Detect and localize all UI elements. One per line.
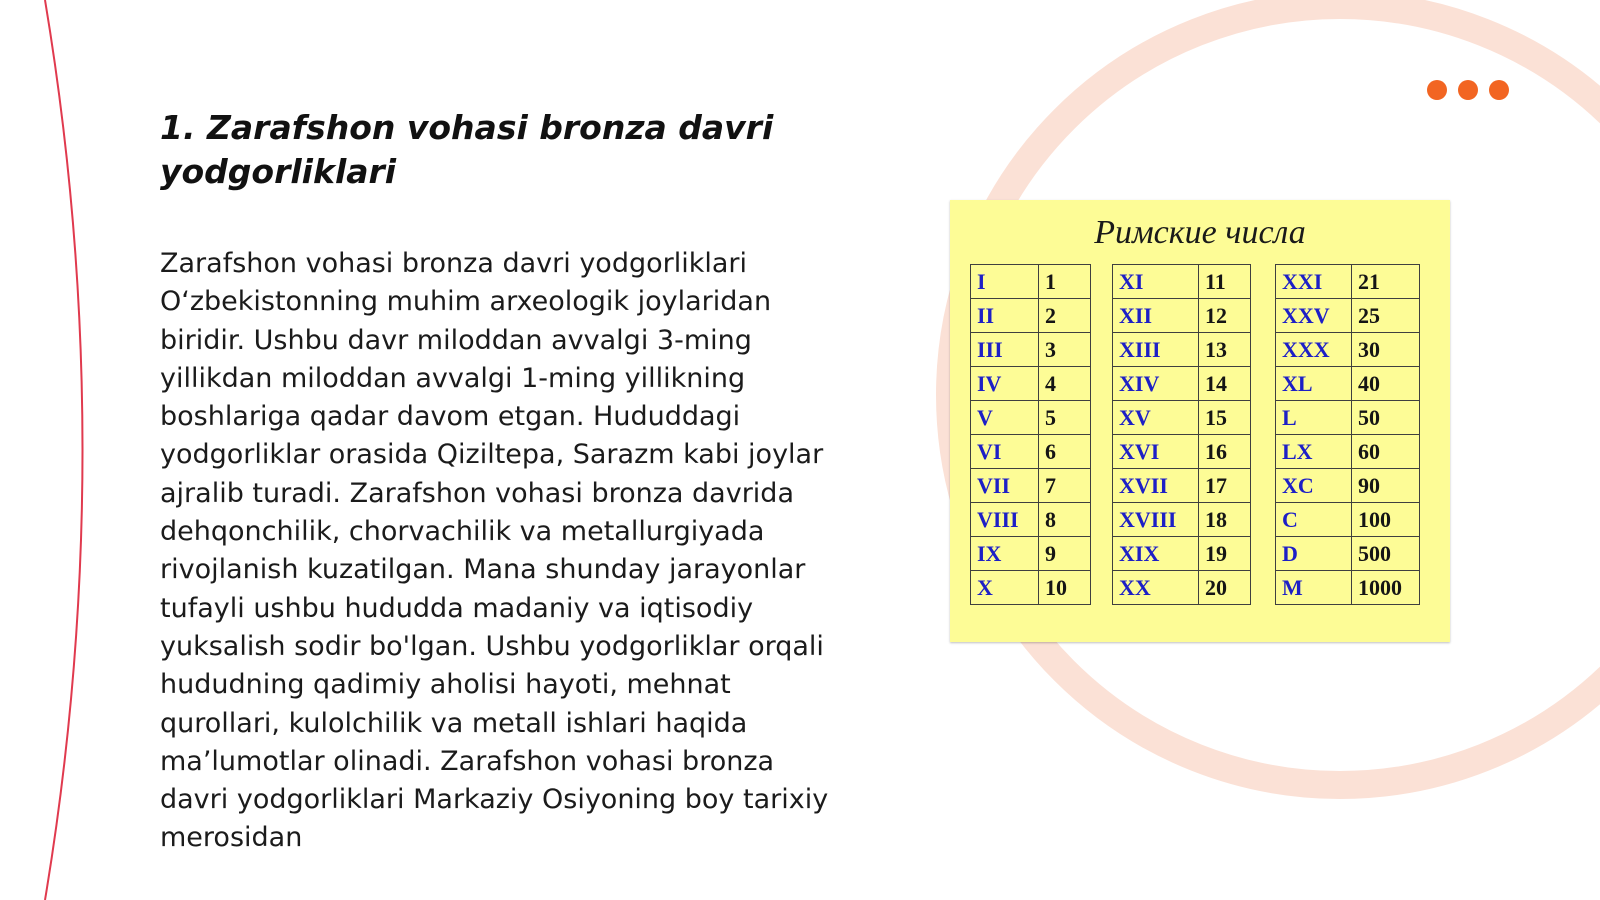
arabic-cell: 18	[1199, 503, 1251, 537]
table-row	[1276, 503, 1420, 537]
numeral-table-3	[1275, 264, 1420, 605]
arabic-cell: 1	[1039, 265, 1091, 299]
table-row	[971, 571, 1091, 605]
roman-cell: V	[971, 401, 1039, 435]
roman-cell: M	[1276, 571, 1352, 605]
table-row	[971, 333, 1091, 367]
arabic-cell: 7	[1039, 469, 1091, 503]
roman-cell: XC	[1276, 469, 1352, 503]
left-border-curve	[45, 0, 83, 900]
arabic-cell: 25	[1352, 299, 1420, 333]
roman-cell: VII	[971, 469, 1039, 503]
arabic-cell: 500	[1352, 537, 1420, 571]
menu-dots	[1427, 80, 1509, 100]
roman-cell: IV	[971, 367, 1039, 401]
table-row	[971, 469, 1091, 503]
dot-icon	[1458, 80, 1478, 100]
arabic-cell: 21	[1352, 265, 1420, 299]
table-row	[971, 537, 1091, 571]
arabic-cell: 90	[1352, 469, 1420, 503]
table-row	[1276, 265, 1420, 299]
arabic-cell: 20	[1199, 571, 1251, 605]
slide-title: 1. Zarafshon vohasi bronza davri yodgorliklari	[160, 108, 774, 191]
table-row	[1276, 333, 1420, 367]
roman-cell: III	[971, 333, 1039, 367]
table-row	[1276, 299, 1420, 333]
table-row	[1113, 299, 1251, 333]
roman-cell: I	[971, 265, 1039, 299]
roman-numerals-image	[950, 200, 1450, 642]
roman-cell: XVI	[1113, 435, 1199, 469]
arabic-cell: 17	[1199, 469, 1251, 503]
table-row	[1113, 537, 1251, 571]
arabic-cell: 50	[1352, 401, 1420, 435]
arabic-cell: 5	[1039, 401, 1091, 435]
arabic-cell: 40	[1352, 367, 1420, 401]
table-row	[1276, 469, 1420, 503]
arabic-cell: 19	[1199, 537, 1251, 571]
roman-cell: XI	[1113, 265, 1199, 299]
roman-cell: II	[971, 299, 1039, 333]
arabic-cell: 4	[1039, 367, 1091, 401]
table-row	[1276, 401, 1420, 435]
arabic-cell: 16	[1199, 435, 1251, 469]
roman-cell: X	[971, 571, 1039, 605]
table-row	[1276, 571, 1420, 605]
table-row	[1276, 537, 1420, 571]
table-row	[1113, 333, 1251, 367]
image-title: Римские числа	[1094, 214, 1306, 251]
table-row	[971, 435, 1091, 469]
roman-cell: C	[1276, 503, 1352, 537]
roman-cell: D	[1276, 537, 1352, 571]
table-row	[971, 367, 1091, 401]
table-row	[971, 299, 1091, 333]
roman-cell: XXV	[1276, 299, 1352, 333]
arabic-cell: 11	[1199, 265, 1251, 299]
arabic-cell: 14	[1199, 367, 1251, 401]
table-row	[1113, 401, 1251, 435]
arabic-cell: 3	[1039, 333, 1091, 367]
arabic-cell: 30	[1352, 333, 1420, 367]
arabic-cell: 10	[1039, 571, 1091, 605]
roman-cell: XVIII	[1113, 503, 1199, 537]
table-row	[1276, 435, 1420, 469]
table-row	[1113, 469, 1251, 503]
table-row	[1113, 571, 1251, 605]
numeral-table-1	[970, 264, 1091, 605]
roman-cell: VIII	[971, 503, 1039, 537]
arabic-cell: 2	[1039, 299, 1091, 333]
roman-cell: XX	[1113, 571, 1199, 605]
roman-cell: XIV	[1113, 367, 1199, 401]
table-row	[1113, 367, 1251, 401]
table-row	[1113, 435, 1251, 469]
roman-cell: XL	[1276, 367, 1352, 401]
roman-cell: XII	[1113, 299, 1199, 333]
table-row	[971, 401, 1091, 435]
roman-cell: XVII	[1113, 469, 1199, 503]
arabic-cell: 15	[1199, 401, 1251, 435]
roman-cell: LX	[1276, 435, 1352, 469]
table-row	[971, 503, 1091, 537]
roman-cell: L	[1276, 401, 1352, 435]
arabic-cell: 13	[1199, 333, 1251, 367]
roman-cell: XV	[1113, 401, 1199, 435]
table-row	[971, 265, 1091, 299]
arabic-cell: 9	[1039, 537, 1091, 571]
arabic-cell: 100	[1352, 503, 1420, 537]
arabic-cell: 60	[1352, 435, 1420, 469]
arabic-cell: 1000	[1352, 571, 1420, 605]
arabic-cell: 6	[1039, 435, 1091, 469]
dot-icon	[1489, 80, 1509, 100]
roman-cell: IX	[971, 537, 1039, 571]
roman-cell: VI	[971, 435, 1039, 469]
table-row	[1113, 265, 1251, 299]
dot-icon	[1427, 80, 1447, 100]
roman-cell: XIII	[1113, 333, 1199, 367]
roman-cell: XIX	[1113, 537, 1199, 571]
numeral-table-2	[1112, 264, 1251, 605]
table-row	[1276, 367, 1420, 401]
arabic-cell: 12	[1199, 299, 1251, 333]
arabic-cell: 8	[1039, 503, 1091, 537]
table-row	[1113, 503, 1251, 537]
roman-cell: XXI	[1276, 265, 1352, 299]
slide-body-text: Zarafshon vohasi bronza davri yodgorliklari O‘zbekistonning muhim arxeologik joylaridan biridir. Ushbu davr miloddan avvalgi 3-ming yillikdan miloddan avvalgi 1-ming yillikning boshlariga qadar davom etgan. Hududdagi yodgorliklar orasida Qiziltepa, Sarazm kabi joylar ajralib turadi. Zarafshon vohasi bronza davrida dehqonchilik, chorvachilik va metallurgiyada rivojlanish kuzatilgan. Mana shunday jarayonlar tufayli ushbu hududda madaniy va iqtisodiy yuksalish sodir bo'lgan. Ushbu yodgorliklar orqali hududning qadimiy aholisi hayoti, mehnat qurollari, kulolchilik va metall ishlari haqida ma’lumotlar olinadi. Zarafshon vohasi bronza davri yodgorliklari Markaziy Osiyoning boy tarixiy merosidan	[160, 248, 829, 854]
roman-cell: XXX	[1276, 333, 1352, 367]
